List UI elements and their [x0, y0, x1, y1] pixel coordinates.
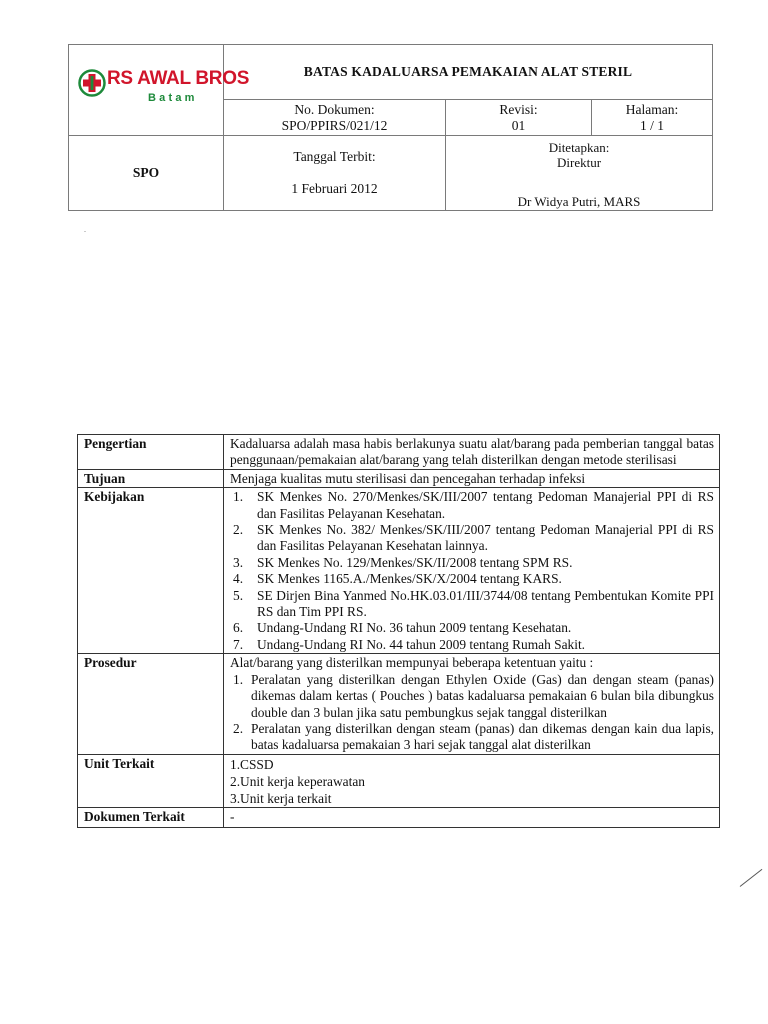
stray-mark: . [84, 225, 86, 234]
list-item: 4. SK Menkes 1165.A./Menkes/SK/X/2004 tentang KARS. [233, 571, 562, 587]
direktur-name: Dr Widya Putri, MARS [517, 194, 641, 209]
row-tujuan [78, 469, 720, 487]
header-table [68, 44, 713, 211]
direktur-label: Direktur [556, 155, 602, 170]
edge-mark [740, 869, 763, 887]
revisi-value: 01 [511, 117, 526, 133]
tanggal-terbit-cell [224, 136, 446, 211]
halaman-label: Halaman: [625, 101, 679, 117]
no-dokumen-label: No. Dokumen: [294, 101, 375, 117]
content-table [77, 434, 720, 828]
list-item: 3.Unit kerja terkait [230, 790, 332, 806]
tanggal-terbit-value: 1 Februari 2012 [291, 181, 378, 196]
no-dokumen-value: SPO/PPIRS/021/12 [281, 117, 388, 133]
list-item: 2.Unit kerja keperawatan [230, 773, 365, 789]
unit-terkait-cell [224, 754, 720, 807]
row-prosedur [78, 654, 720, 754]
tujuan-label: Tujuan [78, 469, 224, 487]
logo-cell [69, 45, 250, 136]
prosedur-cell [224, 654, 720, 754]
revisi-label: Revisi: [499, 101, 538, 117]
tanggal-terbit-label: Tanggal Terbit: [293, 149, 376, 164]
halaman-value: 1 / 1 [640, 117, 665, 133]
kebijakan-label: Kebijakan [78, 488, 224, 654]
row-unit-terkait [78, 754, 720, 807]
halaman-cell [592, 100, 713, 136]
list-item: 1. SK Menkes No. 270/Menkes/SK/III/2007 tentang Pedoman Manajerial PPI di RS dan Fasilitas Pelayanan Kesehatan. [233, 489, 714, 521]
logo-city: Batam [148, 92, 198, 104]
medical-cross-icon [78, 69, 106, 97]
row-pengertian [78, 435, 720, 470]
revisi-cell [446, 100, 592, 136]
spo-label: SPO [69, 136, 224, 211]
ditetapkan-label: Ditetapkan: [548, 140, 610, 155]
list-item: 2. Peralatan yang disterilkan dengan steam (panas) dan dikemas dengan kain dua lapis, batas kadaluarsa pemakaian 3 hari sejak tanggal alat disterilkan [233, 720, 714, 753]
tujuan-text: Menjaga kualitas mutu sterilisasi dan pencegahan terhadap infeksi [224, 469, 720, 487]
document-title: BATAS KADALUARSA PEMAKAIAN ALAT STERIL [224, 45, 713, 100]
prosedur-intro: Alat/barang yang disterilkan mempunyai beberapa ketentuan yaitu : [230, 655, 594, 671]
row-dokumen-terkait [78, 807, 720, 827]
prosedur-list [230, 672, 714, 754]
list-item: 1. Peralatan yang disterilkan dengan Ethylen Oxide (Gas) dan dengan steam (panas) dikemas dalam kertas ( Pouches ) batas kadaluarsa pemakaian 6 bulan bila dibungkus double dan 3 bulan jika satu pembungkus sejak tanggal disterilkan [233, 671, 714, 720]
dokumen-terkait-label: Dokumen Terkait [78, 807, 224, 827]
list-item: 7. Undang-Undang RI No. 44 tahun 2009 tentang Rumah Sakit. [233, 636, 586, 652]
dokumen-terkait-text: - [224, 807, 720, 827]
list-item: 1.CSSD [230, 756, 274, 772]
ditetapkan-cell [446, 136, 713, 211]
prosedur-label: Prosedur [78, 654, 224, 754]
logo-name: RS AWAL BROS [107, 68, 250, 89]
hospital-logo [69, 46, 250, 134]
list-item: 5. SE Dirjen Bina Yanmed No.HK.03.01/III/3744/08 tentang Pembentukan Komite PPI RS dan Tim PPI RS. [233, 587, 714, 620]
pengertian-text: Kadaluarsa adalah masa habis berlakunya suatu alat/barang pada pemberian tanggal batas penggunaan/pemakaian alat/barang yang telah disterilkan dengan metode sterilisasi [224, 435, 720, 470]
unit-terkait-label: Unit Terkait [78, 754, 224, 807]
kebijakan-cell [224, 488, 720, 654]
row-kebijakan [78, 488, 720, 654]
pengertian-label: Pengertian [78, 435, 224, 470]
list-item: 2. SK Menkes No. 382/ Menkes/SK/III/2007 tentang Pedoman Manajerial PPI di RS dan Fasilitas Pelayanan Kesehatan lainnya. [233, 522, 714, 554]
list-item: 3. SK Menkes No. 129/Menkes/SK/II/2008 tentang SPM RS. [233, 554, 573, 570]
no-dokumen-cell [224, 100, 446, 136]
list-item: 6. Undang-Undang RI No. 36 tahun 2009 tentang Kesehatan. [233, 620, 572, 636]
kebijakan-list [230, 489, 714, 653]
